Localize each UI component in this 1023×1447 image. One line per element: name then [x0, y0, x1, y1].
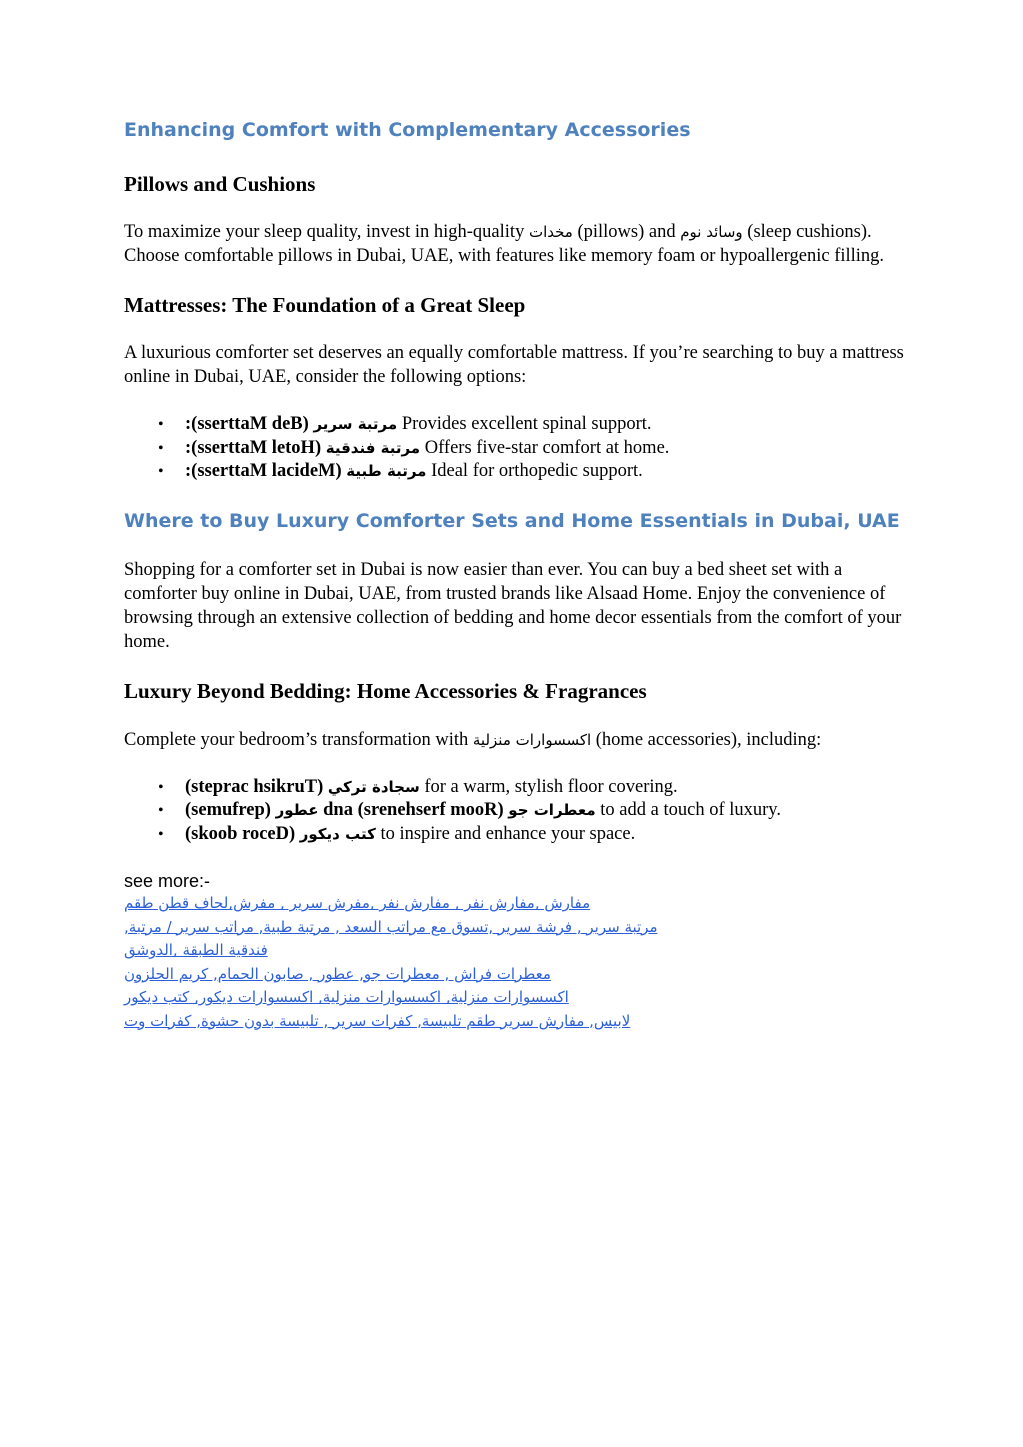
see-more-link-5[interactable]: اكسسوارات منزلية, اكسسوارات منزلية, اكسسوارات ديكور, كتب ديكور	[124, 988, 569, 1007]
list-item-text: for a warm, stylish floor covering.	[419, 776, 678, 797]
see-more-link-4[interactable]: معطرات فراش , معطرات جو, عطور , صابون الحمام, كريم الحلزون	[124, 964, 551, 983]
list-item	[124, 776, 904, 800]
list-item	[124, 799, 904, 823]
heading-mattresses: Mattresses: The Foundation of a Great Sleep	[124, 292, 526, 317]
paragraph-accessories-text-2: (home accessories), including:	[591, 729, 822, 750]
list-item-text: Provides excellent spinal support.	[397, 414, 652, 435]
heading-where-to-buy: Where to Buy Luxury Comforter Sets and Home Essentials in Dubai, UAE	[124, 509, 900, 532]
paragraph-mattresses: A luxurious comforter set deserves an equally comfortable mattress. If you’re searching to buy a mattress online in Dubai, UAE, consider the following options:	[124, 343, 904, 388]
list-item-arabic-2: معطرات جو	[508, 801, 596, 820]
list-item-text: to add a touch of luxury.	[595, 800, 781, 821]
list-item-text: Ideal for orthopedic support.	[426, 461, 643, 482]
paragraph-pillows	[124, 220, 904, 268]
list-item-label: :(sserttaM deB)	[185, 414, 309, 435]
list-item	[124, 460, 904, 484]
heading-enhancing-comfort: Enhancing Comfort with Complementary Accessories	[124, 119, 691, 141]
list-item-label: :(sserttaM letoH)	[185, 437, 322, 458]
list-item-text: Offers five-star comfort at home.	[420, 437, 670, 458]
paragraph-accessories-text-1: Complete your bedroom’s transformation with	[124, 729, 473, 750]
arabic-cushions-term: وسائد نوم	[680, 222, 743, 241]
list-item-label: (skoob roceD)	[185, 823, 296, 844]
paragraph-shopping: Shopping for a comforter set in Dubai is now easier than ever. You can buy a bed sheet set with a comforter buy online in Dubai, UAE, from trusted brands like Alsaad Home. Enjoy the convenience of browsing through an extensive collection of bedding and home decor essentials from the comfort of your home.	[124, 560, 902, 653]
see-more-link-2[interactable]: مرتبة سرير , فرشة سرير ,تسوق مع مراتب السعد , مرتبة طبية, مراتب سرير / مرتبة,	[124, 917, 658, 936]
mattress-options-list	[124, 413, 904, 484]
list-item	[124, 413, 904, 437]
list-item-label-2: dna (srenehserf mooR)	[318, 800, 509, 821]
list-item-arabic: سجادة تركي	[327, 777, 420, 796]
list-item-arabic: عطور	[275, 801, 319, 820]
paragraph-pillows-text-3: (sleep cushions). Choose comfortable pillows in Dubai, UAE, with features like memory foam or hypoallergenic filling.	[124, 221, 885, 266]
list-item-label: :(sserttaM lacideM)	[185, 461, 342, 482]
heading-pillows-cushions: Pillows and Cushions	[124, 171, 316, 196]
see-more-link-3[interactable]: فندقية الطبقة ,الدوشق	[124, 941, 268, 960]
see-more-links	[124, 892, 904, 1033]
heading-luxury-beyond-bedding: Luxury Beyond Bedding: Home Accessories & Fragrances	[124, 679, 647, 704]
arabic-pillows-term: مخدات	[528, 222, 573, 241]
list-item-arabic: مرتبة فندقية	[325, 438, 421, 457]
accessories-list	[124, 776, 904, 847]
list-item-label: (semufrep)	[185, 800, 271, 821]
document-content	[124, 118, 904, 1033]
list-item-arabic: كتب ديكور	[299, 824, 376, 843]
paragraph-home-accessories	[124, 728, 904, 752]
list-item-arabic: مرتبة طبية	[346, 462, 427, 481]
list-item-text: to inspire and enhance your space.	[375, 823, 636, 844]
arabic-accessories-term: اكسسوارات منزلية	[472, 730, 592, 749]
list-item-arabic: مرتبة سرير	[313, 415, 398, 434]
list-item	[124, 823, 904, 847]
see-more-label: see more:-	[124, 871, 211, 892]
list-item-label: (steprac hsikruT)	[185, 776, 324, 797]
list-item	[124, 437, 904, 461]
see-more-link-6[interactable]: لابيس, مفارش سرير طقم تلبيسة, كفرات سرير , تلبيسة بدون حشوة, كفرات وت	[124, 1011, 631, 1030]
see-more-link-1[interactable]: مفارش ,مفارش نفر , مفارش نفر ,مفرش سرير , مفرش,لحاف قطن طقم	[124, 894, 591, 913]
paragraph-pillows-text-2: (pillows) and	[572, 221, 681, 242]
paragraph-pillows-text-1: To maximize your sleep quality, invest in high-quality	[124, 221, 529, 242]
